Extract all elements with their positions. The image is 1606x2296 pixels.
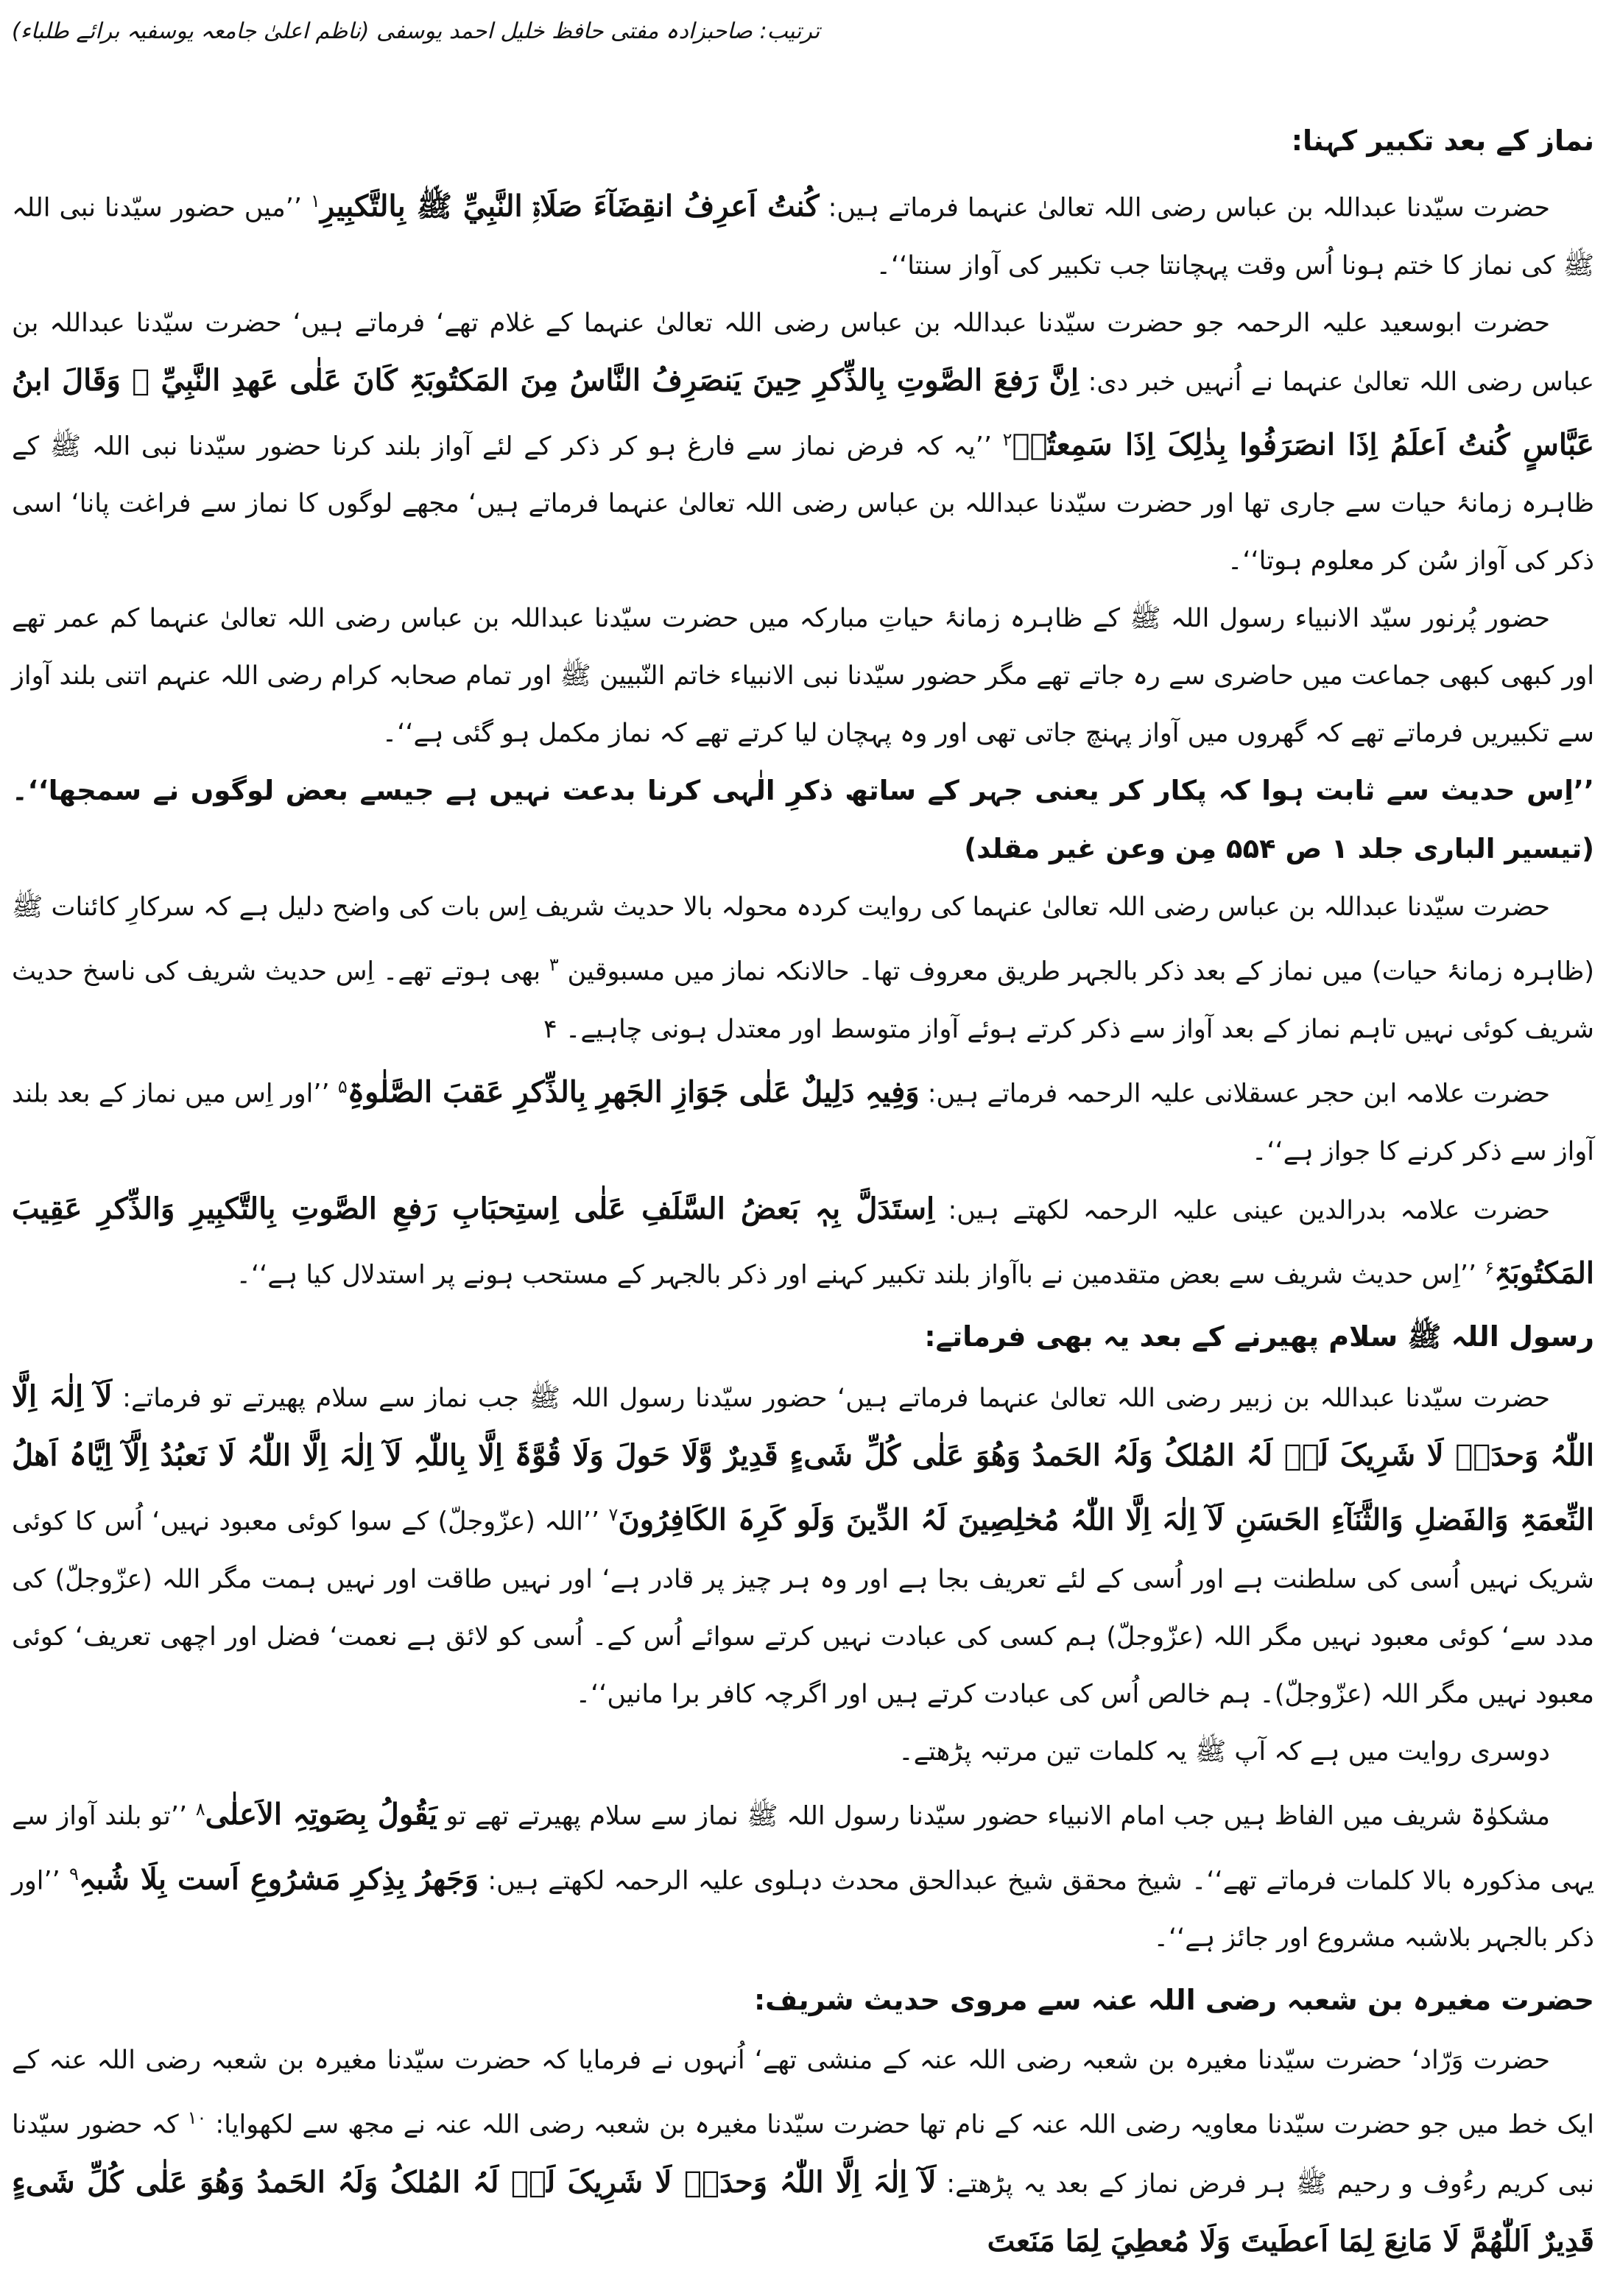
arabic-dua-text: لَآ اِلٰہَ اِلَّا اللّٰہُ وَحدَہٗ لَا شَرِیکَ لَہٗ لَہُ المُلکُ وَلَہُ الحَمدُ وَھُوَ عَلٰی کُلِّ شَیءٍ قَدِیرٌ وَّلَا حَولَ وَلَا قُوَّۃَ اِلَّا بِاللّٰہِ لَآ اِلٰہَ اِلَّا اللّٰہُ لَا نَعبُدُ اِلَّآ اِیَّاہُ اَھلُ النِّعمَۃِ وَالفَضلِ وَالثَّنَآءِ الحَسَنِ لَآ اِلٰہَ اِلَّا اللّٰہُ مُخلِصِینَ لَہُ الدِّینَ وَلَو کَرِہَ الکَافِرُونَ — [12, 1379, 1594, 1538]
paragraph-quote — [12, 762, 1594, 878]
arabic-hadith-text: کُنتُ اَعرِفُ انقِضَآءَ صَلَاۃِ النَّبِيِّ ﷺ بِالتَّکبِیرِ — [320, 189, 820, 224]
footnote-ref: ۵ — [337, 1076, 348, 1097]
urdu-translation: ’’اِس حدیث شریف سے بعض متقدمین نے باآواز بلند تکبیر کہنے اور ذکر بالجہر کے مستحب ہونے پر استدلال کیا ہے‘‘۔ — [236, 1260, 1485, 1290]
paragraph — [12, 2032, 1594, 2272]
urdu-translation: ’’اللہ (عزّوجلّ) کے سوا کوئی معبود نہیں‘ اُس کا کوئی شریک نہیں اُسی کی سلطنت ہے اور اُسی کے لئے تعریف بجا ہے اور وہ ہر چیز پر قادر ہے‘ اور نہیں طاقت اور نہیں ہمت مگر اللہ (عزّوجلّ) کی مدد سے‘ کوئی معبود نہیں مگر اللہ (عزّوجلّ) ہم کسی کی عبادت نہیں کرتے سوائے اُس کے۔ اُسی کو لائق ہے نعمت‘ فضل اور اچھی تعریف‘ کوئی معبود نہیں مگر اللہ (عزّوجلّ)۔ ہم خالص اُس کی عبادت کرتے ہیں اور اگرچہ کافر برا مانیں‘‘۔ — [12, 1507, 1594, 1709]
paragraph — [12, 1723, 1594, 1781]
footnote-ref: ۳ — [549, 954, 559, 976]
persian-quote-text: وَجَھرُ بِذِکرِ مَشرُوعِ اَست بِلَا شُبہِ — [78, 1862, 479, 1897]
urdu-text: حضرت وَرّاد‘ حضرت سیّدنا مغیرہ بن شعبہ رضی اللہ عنہ کے منشی تھے‘ اُنہوں نے فرمایا کہ حضرت سیّدنا مغیرہ بن شعبہ رضی اللہ عنہ کے ایک خط میں جو حضرت سیّدنا معاویہ رضی اللہ عنہ کے نام تھا حضرت سیّدنا مغیرہ بن شعبہ رضی اللہ عنہ نے مجھ سے لکھوایا: — [12, 2046, 1594, 2140]
paragraph — [12, 172, 1594, 295]
arabic-hadith-text: اِنَّ رَفعَ الصَّوتِ بِالذِّکرِ حِینَ یَنصَرِفُ النَّاسُ مِنَ المَکتُوبَۃِ کَانَ عَلٰی عَھدِ النَّبِيِّ ﷺ وَقَالَ ابنُ عَبَّاسٍ کُنتُ اَعلَمُ اِذَا انصَرَفُوا بِذٰلِکَ اِذَا سَمِعتُہٗ — [12, 362, 1594, 462]
footnote-ref: ۶ — [1485, 1257, 1495, 1278]
bold-quote: ’’اِس حدیث سے ثابت ہوا کہ پکار کر یعنی جہر کے ساتھ ذکرِ الٰہی کرنا بدعت نہیں ہے جیسے بعض لوگوں نے سمجھا‘‘۔ (تیسیر الباری جلد ۱ ص ۵۵۴ مِن وعن غیر مقلد) — [12, 775, 1594, 865]
urdu-text: دوسری روایت میں ہے کہ آپ ﷺ یہ کلمات تین مرتبہ پڑھتے۔ — [898, 1736, 1550, 1767]
footnote-ref: ۸ — [195, 1798, 205, 1820]
urdu-translation: ’’میں حضور سیّدنا نبی اللہ ﷺ کی نماز کا ختم ہونا اُس وقت پہچانتا جب تکبیر کی آواز سنتا‘‘۔ — [12, 193, 1594, 281]
urdu-text: حضرت علامہ بدرالدین عینی علیہ الرحمہ لکھتے ہیں: — [934, 1195, 1550, 1225]
paragraph — [12, 1058, 1594, 1180]
paragraph — [12, 295, 1594, 591]
arabic-quote-text: وَفِیہِ دَلِیلٌ عَلٰی جَوَازِ الجَھرِ بِالذِّکرِ عَقبَ الصَّلٰوۃِ — [347, 1074, 920, 1110]
arabic-quote-text: یَقُولُ بِصَوتِہِ الاَعلٰی — [205, 1797, 437, 1832]
footnote-ref: ۲ — [1002, 429, 1012, 450]
urdu-text: حضرت سیّدنا عبداللہ بن زبیر رضی اللہ تعالیٰ عنہما فرماتے ہیں‘ حضور سیّدنا رسول اللہ ﷺ جب نماز سے سلام پھیرتے تو فرماتے: — [112, 1384, 1550, 1414]
urdu-text: کہ حضور سیّدنا نبی کریم رءُوف و رحیم ﷺ ہر فرض نماز کے بعد یہ پڑھتے: — [12, 2110, 1594, 2199]
compiler-credit — [12, 10, 1594, 99]
paragraph — [12, 1180, 1594, 1304]
arabic-quote-text: اِستَدَلَّ بِہٖ بَعضُ السَّلَفِ عَلٰی اِستِحبَابِ رَفعِ الصَّوتِ بِالتَّکبِیرِ وَالذِّکرِ عَقِیبَ المَکتُوبَۃِ — [12, 1191, 1594, 1291]
section-heading-mughira-hadith: حضرت مغیرہ بن شعبہ رضی اللہ عنہ سے مروی حدیث شریف: — [753, 1984, 1594, 2017]
urdu-text: حضرت ابوسعید علیہ الرحمہ جو حضرت سیّدنا عبداللہ بن عباس رضی اللہ تعالیٰ عنہما کے غلام تھے‘ فرماتے ہیں‘ حضرت سیّدنا عبداللہ بن عباس رضی اللہ تعالیٰ عنہما نے اُنہیں خبر دی: — [12, 308, 1594, 397]
urdu-translation: ’’اور ذکر بالجہر بلاشبہ مشروع اور جائز ہے‘‘۔ — [12, 1866, 1594, 1954]
arabic-dua-text: لَآ اِلٰہَ اِلَّا اللّٰہُ وَحدَہٗ لَا شَرِیکَ لَہٗ لَہُ المُلکُ وَلَہُ الحَمدُ وَھُوَ عَلٰی کُلِّ شَیءٍ قَدِیرٌ اَللّٰھُمَّ لَا مَانِعَ لِمَا اَعطَیتَ وَلَا مُعطِيَ لِمَا مَنَعتَ — [12, 2164, 1594, 2258]
section-heading-after-salam: رسول اللہ ﷺ سلام پھیرنے کے بعد یہ بھی فرماتے: — [924, 1320, 1594, 1353]
urdu-text: حضور پُرنور سیّد الانبیاء رسول اللہ ﷺ کے ظاہرہ زمانۂ حیاتِ مبارکہ میں حضرت سیّدنا عبداللہ بن عباس رضی اللہ تعالیٰ عنہما کم عمر تھے اور کبھی کبھی جماعت میں حاضری سے رہ جاتے تھے مگر حضور سیّدنا نبی الانبیاء خاتم النّبیین ﷺ اور تمام صحابہ کرام رضی اللہ عنہم اتنی بلند آواز سے تکبیریں فرماتے تھے کہ گھروں میں آواز پہنچ جاتی تھی اور وہ پہچان لیا کرتے تھے کہ نماز مکمل ہو گئی ہے‘‘۔ — [12, 604, 1594, 749]
urdu-text: حضرت سیّدنا عبداللہ بن عباس رضی اللہ تعالیٰ عنہما فرماتے ہیں: — [819, 193, 1550, 223]
urdu-translation: ’’یہ کہ فرض نماز سے فارغ ہو کر ذکر کے لئے آواز بلند کرنا حضور سیّدنا نبی اللہ ﷺ کے ظاہرہ زمانۂ حیات سے جاری تھا اور حضرت سیّدنا عبداللہ بن عباس رضی اللہ تعالیٰ عنہما فرماتے ہیں‘ مجھے لوگوں کا نماز سے فراغت پانا‘ اسی ذکر کی آواز سُن کر معلوم ہوتا‘‘۔ — [12, 432, 1594, 577]
paragraph — [12, 878, 1594, 1058]
urdu-text: ’’تو بلند آواز سے یہی مذکورہ بالا کلمات فرماتے تھے‘‘۔ شیخ محقق شیخ عبدالحق محدث دہلوی علیہ الرحمہ لکھتے ہیں: — [12, 1801, 1595, 1896]
section-heading-takbir-after-prayer: نماز کے بعد تکبیر کہنا: — [1291, 124, 1594, 157]
paragraph — [12, 1368, 1594, 1723]
footnote-ref: ۹ — [69, 1863, 79, 1884]
paragraph — [12, 590, 1594, 762]
paragraph — [12, 1781, 1594, 1967]
footnote-ref: ۱۰ — [187, 2107, 207, 2129]
urdu-text: بھی ہوتے تھے۔ اِس حدیث شریف کی ناسخ حدیث شریف کوئی نہیں تاہم نماز کے بعد آواز سے ذکر کرتے ہوئے آواز متوسط اور معتدل ہونی چاہیے۔ ۴ — [12, 957, 1594, 1044]
footnote-ref: ۷ — [608, 1504, 619, 1526]
urdu-translation: ’’اور اِس میں نماز کے بعد بلند آواز سے ذکر کرنے کا جواز ہے‘‘۔ — [12, 1079, 1594, 1166]
credit-text: ترتیب: صاحبزادہ مفتی حافظ خلیل احمد یوسفی (ناظم اعلیٰ جامعہ یوسفیہ برائے طلباء) — [12, 18, 820, 44]
urdu-text: مشکوٰۃ شریف میں الفاظ ہیں جب امام الانبیاء حضور سیّدنا رسول اللہ ﷺ نماز سے سلام پھیرتے تھے تو — [437, 1801, 1550, 1831]
urdu-text: حضرت سیّدنا عبداللہ بن عباس رضی اللہ تعالیٰ عنہما کی روایت کردہ محولہ بالا حدیث شریف اِس بات کی واضح دلیل ہے کہ سرکارِ کائنات ﷺ (ظاہرہ زمانۂ حیات) میں نماز کے بعد ذکر بالجہر طریق معروف تھا۔ حالانکہ نماز میں مسبوقین — [12, 892, 1594, 987]
footnote-ref: ۱ — [311, 191, 320, 211]
urdu-text: حضرت علامہ ابن حجر عسقلانی علیہ الرحمہ فرماتے ہیں: — [919, 1079, 1551, 1109]
